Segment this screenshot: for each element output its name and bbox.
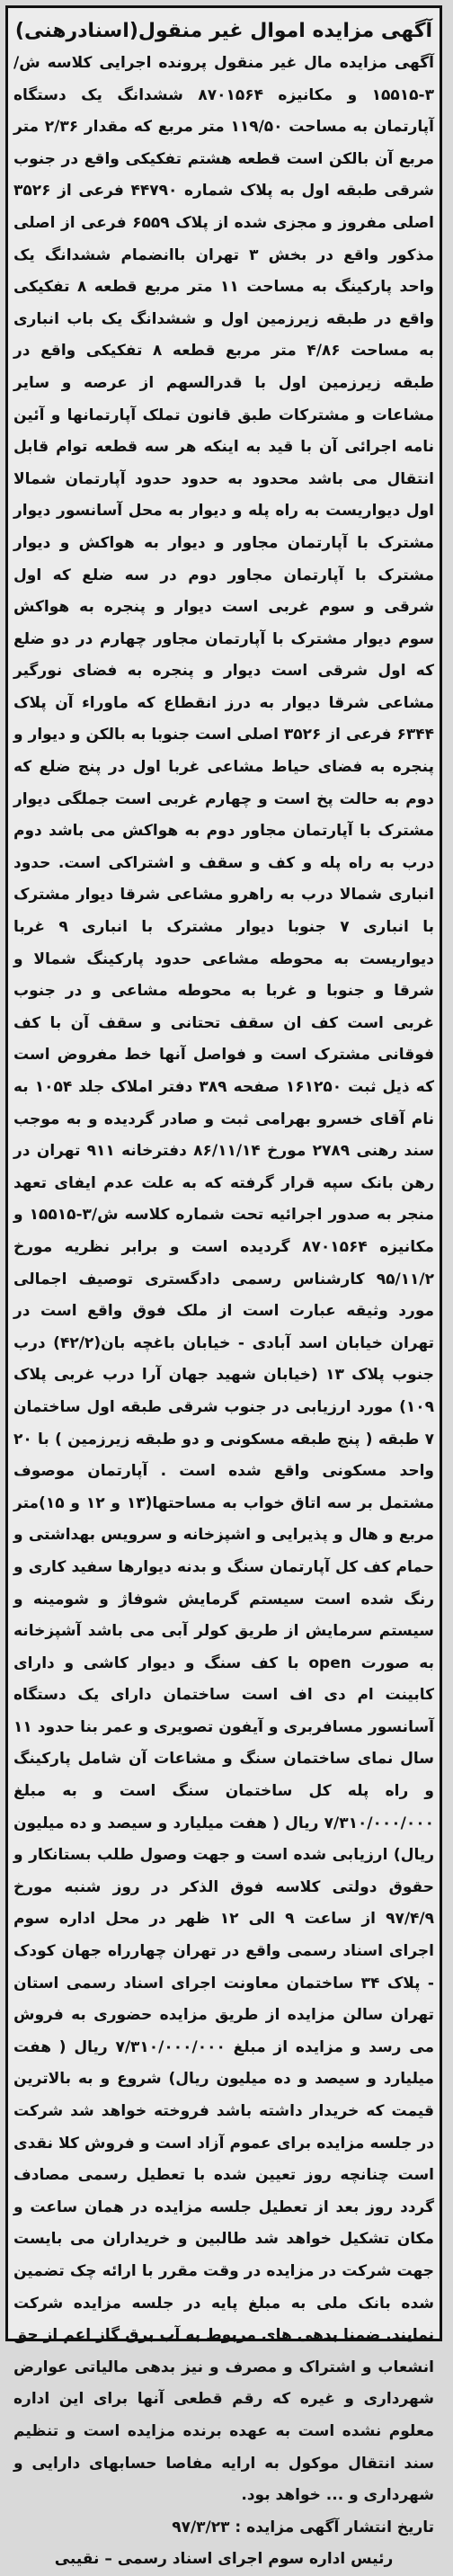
notice-title: آگهی مزایده اموال غیر منقول(اسنادرهنی) [14,20,433,42]
signature-line: رئیس اداره سوم اجرای اسناد رسمی – نقیبی [54,2550,394,2569]
notice-content [13,15,435,2569]
notice-body: آگهی مزایده مال غیر منقول پرونده اجرایی کلاسه ش/۳-۱۵۵۱۵ و مکانیزه ۸۷۰۱۵۶۴ ششدانگ یک دستگاه آپارتمان به مساحت ۱۱۹/۵۰ متر مربع که مقدار ۲/۳۶ متر مربع آن بالکن است قطعه هشتم تفکیکی واقع در جنوب شرقی طبقه اول به پلاک شماره ۴۴۷۹۰ فرعی از ۳۵۲۶ اصلی مفروز و مجزی شده از پلاک ۶۵۵۹ فرعی از اصلی مذکور واقع در بخش ۳ تهران باانضمام ششدانگ یک واحد پارکینگ به مساحت ۱۱ متر مربع قطعه ۸ تفکیکی واقع در طبقه زیرزمین اول و ششدانگ یک باب انباری به مساحت ۴/۸۶ متر مربع قطعه ۸ تفکیکی واقع در طبقه زیرزمین اول با قدرالسهم از عرصه و سایر مشاعات و مشترکات طبق قانون تملک آپارتمانها و آئین نامه اجرائی آن با قید به اینکه هر سه قطعه توام قابل انتقال می باشد محدود به حدود حدود آپارتمان شمالا اول دیواریست به راه پله و دیوار به محل آسانسور دیوار مشترک با آپارتمان مجاور و دیوار به هواکش و دیوار مشترک با آپارتمان مجاور دوم در سه ضلع که اول شرقی و سوم غربی است دیوار و پنجره به هواکش سوم دیوار مشترک با آپارتمان مجاور چهارم در دو ضلع که اول شرقی است دیوار و پنجره به فضای نورگیر مشاعی شرقا دیوار به درز انقطاع که ماوراء آن پلاک ۶۳۴۴ فرعی از ۳۵۲۶ اصلی است جنوبا به بالکن و دیوار و پنجره به فضای حیاط مشاعی غربا اول در پنج ضلع که دوم به حالت پخ است و چهارم غربی است جملگی دیوار مشترک با آپارتمان مجاور دوم به هواکش می باشد دوم درب به راه پله و کف و سقف و اشتراکی است. حدود انباری شمالا درب به راهرو مشاعی شرقا دیوار مشترک با انباری ۷ جنوبا دیوار مشترک با انباری ۹ غربا دیواریست به محوطه مشاعی حدود پارکینگ شمالا و شرقا و جنوبا و غربا به محوطه مشاعی و در جنوب غربی است کف ان سقف تحتانی و سقف آن با کف فوقانی مشترک است و فواصل آنها خط مفروض است که ذیل ثبت ۱۶۱۲۵۰ صفحه ۳۸۹ دفتر املاک جلد ۱۰۵۴ به نام آقای خسرو بهرامی ثبت و صادر گردیده و به موجب سند رهنی ۲۷۸۹ مورخ ۸۶/۱۱/۱۴ دفترخانه ۹۱۱ تهران در رهن بانک سپه قرار گرفته که به علت عدم ایفای تعهد منجر به صدور اجرائیه تحت شماره کلاسه ش/۳-۱۵۵۱۵ و مکانیزه ۸۷۰۱۵۶۴ گردیده است و برابر نظریه مورخ ۹۵/۱۱/۲ کارشناس رسمی دادگستری توصیف اجمالی مورد وثیقه عبارت است از ملک فوق واقع است در تهران خیابان اسد آبادی - خیابان باغچه بان(۴۲/۲) درب جنوب پلاک ۱۳ (خیابان شهید جهان آرا درب غربی پلاک ۱۰۹) مورد ارزیابی در جنوب شرقی طبقه اول ساختمان ۷ طبقه ( پنج طبقه مسکونی و دو طبقه زیرزمین ) با ۲۰ واحد مسکونی واقع شده است . آپارتمان موصوف مشتمل بر سه اتاق خواب به مساحتها(۱۳ و ۱۲ و ۱۵)متر مربع و هال و پذیرایی و اشپزخانه و سرویس بهداشتی و حمام کف کل آپارتمان سنگ و بدنه دیوارها سفید کاری و رنگ شده است سیستم گرمایش شوفاژ و شومینه و سیستم سرمایش از طریق کولر آبی می باشد آشپزخانه به صورت open با کف سنگ و دیوار کاشی و دارای کابینت ام دی اف است ساختمان دارای یک دستگاه آسانسور مسافربری و آیفون تصویری و عمر بنا حدود ۱۱ سال نمای ساختمان سنگ و مشاعات آن شامل پارکینگ و راه پله کل ساختمان سنگ است و به مبلغ ۷/۳۱۰/۰۰۰/۰۰۰ ریال ( هفت میلیارد و سیصد و ده میلیون ریال) ارزیابی شده است و جهت وصول طلب بستانکار و حقوق دولتی کلاسه فوق الذکر در روز شنبه مورخ ۹۷/۴/۹ از ساعت ۹ الی ۱۲ ظهر در محل اداره سوم اجرای اسناد رسمی واقع در تهران چهارراه جهان کودک - پلاک ۳۴ ساختمان معاونت اجرای اسناد رسمی استان تهران سالن مزایده از طریق مزایده حضوری به فروش می رسد و مزایده از مبلغ ۷/۳۱۰/۰۰۰/۰۰۰ ریال ( هفت میلیارد و سیصد و ده میلیون ریال) شروع و به بالاترین قیمت که خریدار داشته باشد فروخته خواهد شد شرکت در جلسه مزایده برای عموم آزاد است و فروش کلا نقدی است چنانچه روز تعیین شده با تعطیل رسمی مصادف گردد روز بعد از تعطیل جلسه مزایده در همان ساعت و مکان تشکیل خواهد شد طالبین و خریداران می بایست جهت شرکت در مزایده در وقت مقرر با ارائه چک تضمین شده بانک ملی به مبلغ پایه در جلسه مزایده شرکت نمایند. ضمنا بدهی های مربوط به آب برق گاز اعم از حق انشعاب و اشتراک و مصرف و نیز بدهی مالیاتی عوارض شهرداری و غیره که رقم قطعی آنها برای این اداره معلوم نشده است به عهده برنده مزایده است و تنظیم سند انتقال موکول به ارایه مفاصا حسابهای دارایی و شهرداری و ... خواهد بود. [13,54,435,2505]
publish-date: تاریخ انتشار آگهی مزایده : ۹۷/۳/۲۳ [172,2518,434,2536]
notice-frame [5,5,442,2569]
